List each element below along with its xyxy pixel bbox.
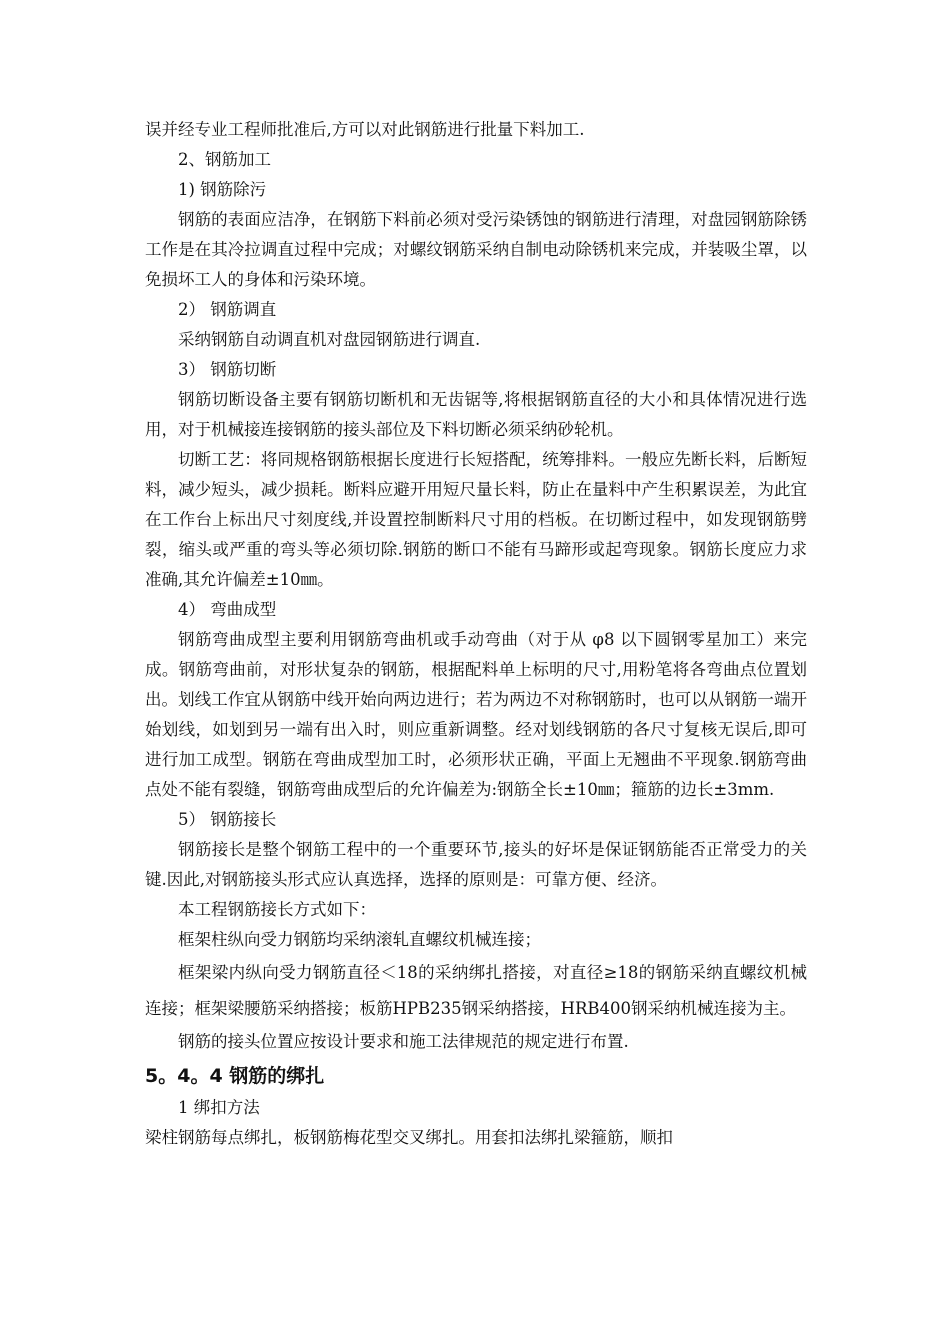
document-page (145, 115, 807, 1153)
paragraph-splicing: 钢筋接长是整个钢筋工程中的一个重要环节,接头的好坏是保证钢筋能否正常受力的关键.因此,对钢筋接头形式应认真选择，选择的原则是：可靠方便、经济。 (145, 840, 807, 889)
subsection-title-cutting: 3） 钢筋切断 (178, 360, 277, 379)
subsection-title-bending: 4） 弯曲成型 (178, 600, 277, 619)
subsection-title-splicing: 5） 钢筋接长 (178, 810, 277, 829)
subsection-title-straightening: 2） 钢筋调直 (178, 300, 277, 319)
paragraph-bending: 钢筋弯曲成型主要利用钢筋弯曲机或手动弯曲（对于从 φ8 以下圆钢零星加工）来完成。钢筋弯曲前，对形状复杂的钢筋，根据配料单上标明的尺寸,用粉笔将各弯曲点位置划出。划线工作宜从钢筋中线开始向两边进行；若为两边不对称钢筋时，也可以从钢筋一端开始划线，如划到另一端有出入时，则应重新调整。经对划线钢筋的各尺寸复核无误后,即可进行加工成型。钢筋在弯曲成型加工时，必须形状正确，平面上无翘曲不平现象.钢筋弯曲点处不能有裂缝，钢筋弯曲成型后的允许偏差为:钢筋全长±10㎜；箍筋的边长±3mm. (145, 630, 807, 799)
section-heading-binding: 5。4。4 钢筋的绑扎 (145, 1065, 325, 1087)
paragraph-beam-splicing: 框架梁内纵向受力钢筋直径＜18的采纳绑扎搭接，对直径≥18的钢筋采纳直螺纹机械连接；框架梁腰筋采纳搭接；板筋HPB235钢采纳搭接，HRB400钢采纳机械连接为主。 (145, 963, 807, 1018)
subsection-title-rust-removal: 1) 钢筋除污 (178, 180, 267, 199)
paragraph-column-splicing: 框架柱纵向受力钢筋均采纳滚轧直螺纹机械连接； (178, 930, 541, 949)
paragraph-splicing-methods-intro: 本工程钢筋接长方式如下： (178, 900, 376, 919)
subsection-title-binding-method: 1 绑扣方法 (178, 1098, 260, 1117)
paragraph-straightening: 采纳钢筋自动调直机对盘园钢筋进行调直. (178, 330, 481, 349)
paragraph-binding-method: 梁柱钢筋每点绑扎，板钢筋梅花型交叉绑扎。用套扣法绑扎梁箍筋，顺扣 (145, 1128, 673, 1147)
paragraph-cutting-process: 切断工艺：将同规格钢筋根据长度进行长短搭配，统筹排料。一般应先断长料，后断短料，减少短头，减少损耗。断料应避开用短尺量长料，防止在量料中产生积累误差，为此宜在工作台上标出尺寸刻度线,并设置控制断料尺寸用的档板。在切断过程中，如发现钢筋劈裂，缩头或严重的弯头等必须切除.钢筋的断口不能有马蹄形或起弯现象。钢筋长度应力求准确,其允许偏差±10㎜。 (145, 450, 807, 589)
paragraph-joint-position: 钢筋的接头位置应按设计要求和施工法律规范的规定进行布置. (178, 1032, 629, 1051)
paragraph-rust-removal: 钢筋的表面应洁净，在钢筋下料前必须对受污染锈蚀的钢筋进行清理，对盘园钢筋除锈工作是在其冷拉调直过程中完成；对螺纹钢筋采纳自制电动除锈机来完成，并装吸尘罩，以免损坏工人的身体和污染环境。 (145, 210, 807, 289)
section-title-steel-processing: 2、钢筋加工 (178, 150, 271, 169)
paragraph-cutting-equipment: 钢筋切断设备主要有钢筋切断机和无齿锯等,将根据钢筋直径的大小和具体情况进行选用，对于机械接连接钢筋的接头部位及下料切断必须采纳砂轮机。 (145, 390, 807, 439)
paragraph-continuation: 误并经专业工程师批准后,方可以对此钢筋进行批量下料加工. (145, 120, 585, 139)
